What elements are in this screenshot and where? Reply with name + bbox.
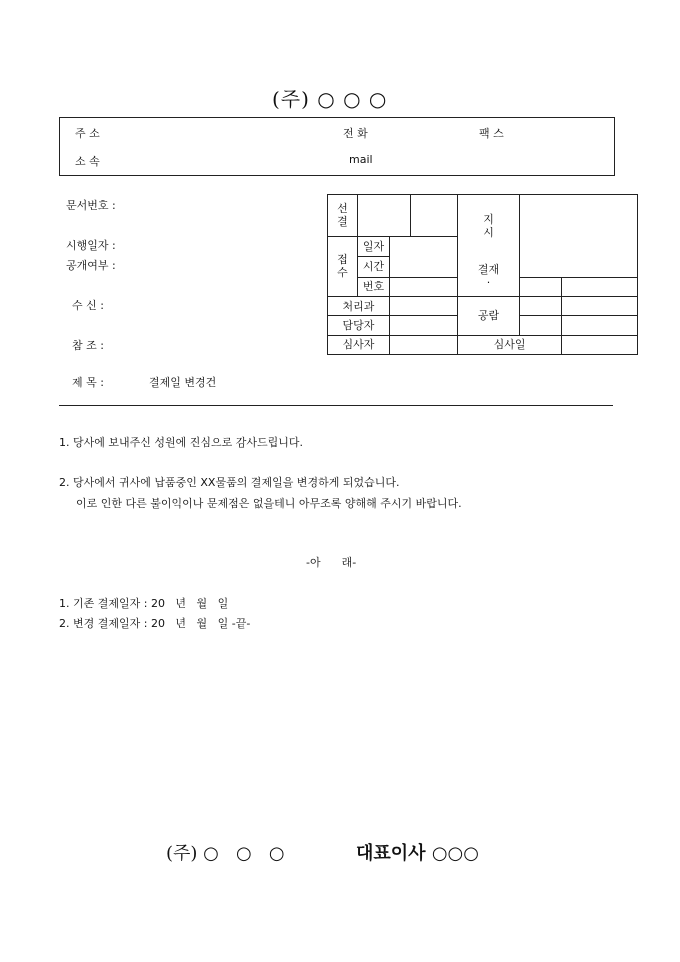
- dept-label: 처리과: [328, 296, 390, 315]
- paragraph-2b: 이로 인한 다른 불이익이나 문제점은 없을테니 아무조록 양해해 주시기 바랍니다.: [76, 497, 462, 510]
- date-label: 일자: [358, 236, 390, 256]
- divider-line: [59, 405, 613, 406]
- fax-label: 팩 스: [479, 127, 504, 140]
- document-title: (주) ○ ○ ○: [272, 87, 388, 111]
- receipt-date-box: [390, 236, 458, 277]
- seon-gyeol-cell: 선 결: [328, 195, 358, 237]
- time-label: 시간: [358, 257, 390, 277]
- company-info-box: [59, 117, 615, 176]
- number-label: 번호: [358, 277, 390, 296]
- subject-label: 제 목 :: [72, 376, 104, 389]
- footer-ceo: 대표이사 ○○○: [356, 843, 479, 864]
- review-date-label: 심사일: [458, 335, 562, 354]
- approval-box-c2: [562, 316, 638, 335]
- seongyeol-box-2: [411, 195, 458, 237]
- address-label: 주 소: [75, 127, 100, 140]
- item-2: 2. 변경 결제일자 : 20 년 월 일 -끝-: [59, 617, 251, 630]
- jisi-cell: 지 시: [458, 195, 520, 257]
- doc-number-label: 문서번호 :: [66, 199, 116, 212]
- paragraph-2: 2. 당사에서 귀사에 납품중인 XX물품의 결제일을 변경하게 되었습니다.: [59, 476, 400, 489]
- approval-box-a2: [562, 277, 638, 296]
- phone-label: 전 화: [343, 127, 368, 140]
- reference-label: 참 조 :: [72, 339, 104, 352]
- reviewer-box: [390, 335, 458, 354]
- disclosure-label: 공개여부 :: [66, 259, 116, 272]
- jisi-box: [520, 195, 638, 278]
- dept-box: [390, 296, 458, 315]
- review-date-box: [562, 335, 638, 354]
- exec-date-label: 시행일자 :: [66, 239, 116, 252]
- person-box: [390, 316, 458, 335]
- seongyeol-box-1: [358, 195, 411, 237]
- affiliation-label: 소 속: [75, 155, 100, 168]
- person-label: 담당자: [328, 316, 390, 335]
- jeopsu-cell: 접 수: [328, 236, 358, 296]
- below-heading: -아 래-: [306, 556, 357, 569]
- approval-box-a1: [520, 277, 562, 296]
- approval-cell: 결재 ·: [458, 257, 520, 297]
- subject-value: 결제일 변경건: [149, 376, 217, 389]
- approval-box-c1: [520, 316, 562, 335]
- approval-table: [327, 194, 638, 355]
- footer-company: (주) ○ ○ ○: [166, 843, 285, 864]
- approval-box-b2: [562, 296, 638, 315]
- approval-box-b1: [520, 296, 562, 315]
- mail-label: mail: [349, 153, 373, 166]
- number-box: [390, 277, 458, 296]
- circulation-cell: 공람: [458, 296, 520, 335]
- item-1: 1. 기존 결제일자 : 20 년 월 일: [59, 597, 229, 610]
- reviewer-label: 심사자: [328, 335, 390, 354]
- recipient-label: 수 신 :: [72, 299, 104, 312]
- paragraph-1: 1. 당사에 보내주신 성원에 진심으로 감사드립니다.: [59, 436, 303, 449]
